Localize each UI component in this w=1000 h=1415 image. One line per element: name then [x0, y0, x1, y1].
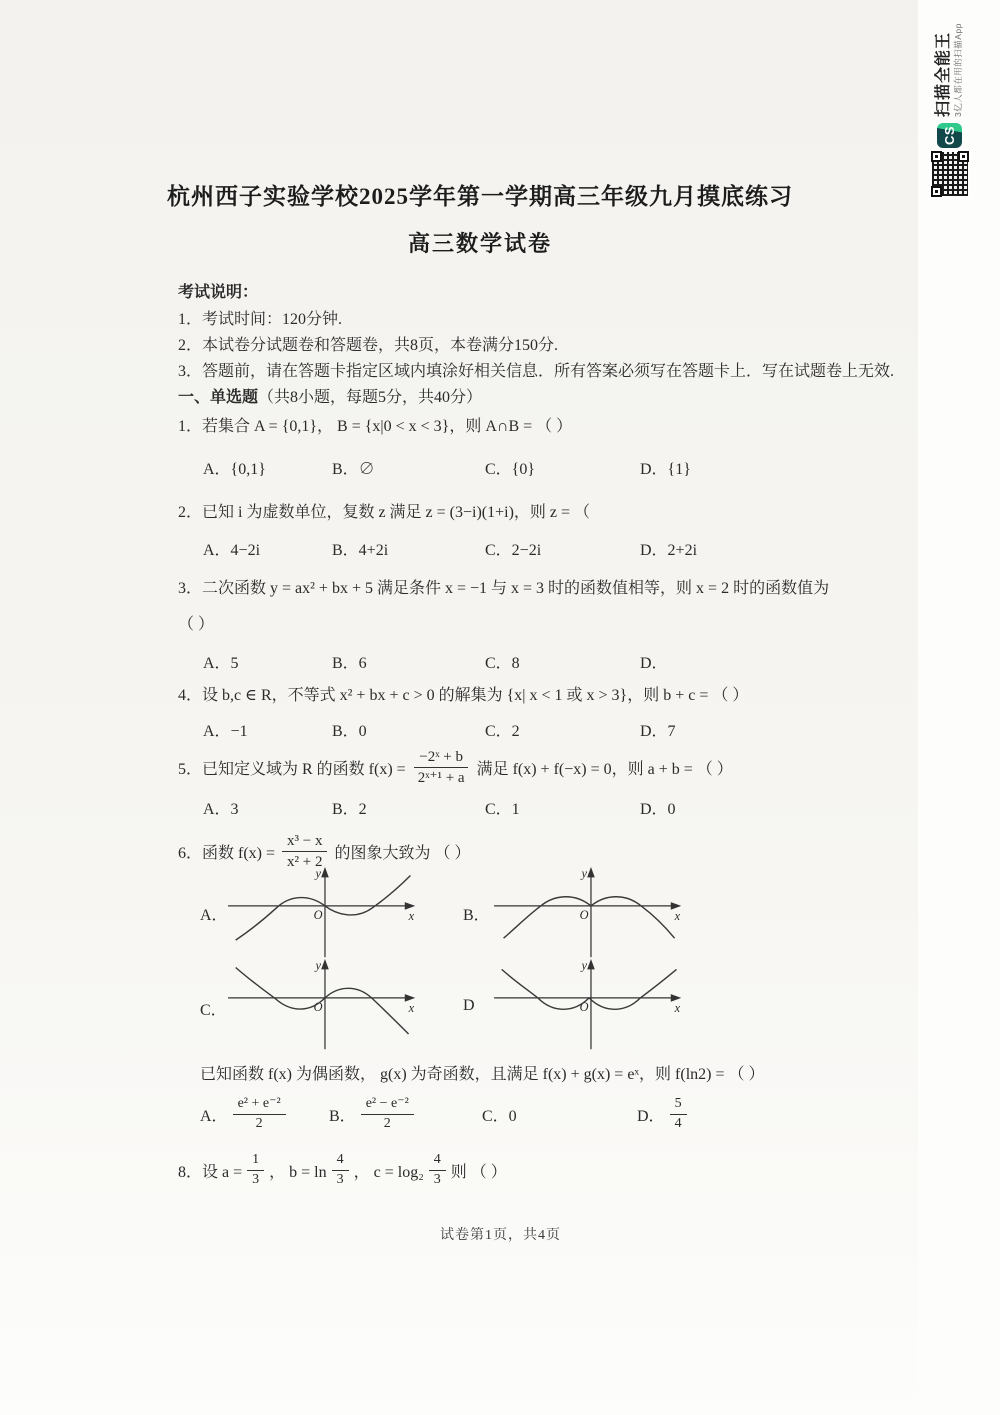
q7-option-d-label: D． — [637, 1107, 665, 1125]
q4-option-c: C．2 — [485, 723, 520, 740]
y-axis-arrow-icon — [587, 867, 595, 877]
x-axis-label: x — [408, 909, 415, 924]
question-5-options — [178, 796, 868, 819]
question-7-options — [178, 1096, 868, 1133]
q8-f3-numerator: 4 — [429, 1152, 446, 1171]
page-number-footer: 试卷第1页，共4页 — [440, 1228, 561, 1243]
q8-part-3: ， c = log₂ — [353, 1163, 424, 1181]
question-2-options — [178, 537, 868, 560]
q7-d-numerator: 5 — [670, 1096, 687, 1115]
q6-fraction-denominator: x² + 2 — [287, 853, 323, 870]
q8-part-1: 8．设 a = — [178, 1163, 243, 1181]
q8-fraction-3 — [429, 1152, 446, 1189]
notice-item-3: 3．答题前，请在答题卡指定区域内填涂好相关信息．所有答案必须写在答题卡上．写在试题卷上无效. — [178, 363, 895, 380]
q1-option-d: D．{1} — [640, 461, 691, 478]
q1-option-a: A．{0,1} — [203, 461, 266, 478]
q5-option-c: C．1 — [485, 801, 520, 818]
origin-label: O — [313, 908, 323, 923]
origin-label: O — [313, 1000, 323, 1015]
question-3-options — [178, 650, 868, 673]
q7-option-b-label: B． — [329, 1107, 356, 1125]
q7-option-d-fraction — [670, 1096, 687, 1133]
q8-f2-denominator: 3 — [336, 1171, 344, 1187]
x-axis-label: x — [674, 1001, 681, 1016]
q6-graph-c — [222, 958, 427, 1053]
camscanner-logo-icon: CS — [937, 123, 962, 148]
section-heading-title: 一、单选题 — [178, 389, 259, 406]
q3-option-a: A．5 — [203, 655, 239, 672]
q6-graph-c-label: C． — [200, 1002, 227, 1019]
q4-option-b: B．0 — [332, 723, 367, 740]
question-5-stem — [178, 744, 733, 790]
q5-fraction — [413, 748, 470, 787]
q8-f1-numerator: 1 — [247, 1152, 264, 1171]
notice-item-2: 2．本试卷分试题卷和答题卷，共8页，本卷满分150分. — [178, 337, 559, 354]
q2-option-d: D．2+2i — [640, 542, 698, 559]
q3-option-b: B．6 — [332, 655, 367, 672]
question-3-stem: 3．二次函数 y = ax² + bx + 5 满足条件 x = −1 与 x = 3 时的函数值相等，则 x = 2 时的函数值为 — [178, 580, 830, 597]
q6-graph-b-label: B． — [463, 907, 490, 924]
curve-a — [236, 876, 411, 941]
q4-option-a: A．−1 — [203, 723, 248, 740]
scan-margin-strip — [918, 0, 1000, 1415]
q6-stem-pre: 6．函数 f(x) = — [178, 844, 276, 862]
q5-stem-post: 满足 f(x) + f(−x) = 0，则 a + b = （ ） — [476, 760, 733, 778]
q7-a-numerator: e² + e⁻² — [233, 1096, 286, 1115]
y-axis-label: y — [315, 958, 321, 973]
qr-finder-bottom-left-icon — [931, 186, 942, 197]
section-heading — [178, 387, 482, 409]
q5-option-d: D．0 — [640, 801, 676, 818]
section-heading-meta: （共8小题，每题5分，共40分） — [258, 389, 483, 406]
page-subtitle: 高三数学试卷 — [407, 231, 552, 256]
q8-f3-denominator: 3 — [433, 1171, 441, 1187]
qr-finder-top-right-icon — [958, 151, 969, 162]
y-axis-arrow-icon — [321, 959, 329, 969]
q6-fraction-numerator: x³ − x — [282, 832, 327, 852]
q1-option-c: C．{0} — [485, 461, 536, 478]
q2-option-a: A．4−2i — [203, 542, 261, 559]
question-1-stem: 1．若集合 A = {0,1}， B = {x|0 < x < 3}，则 A∩B = （ ） — [178, 418, 573, 435]
x-axis-label: x — [408, 1001, 415, 1016]
question-2-stem: 2．已知 i 为虚数单位，复数 z 满足 z = (3−i)(1+i)，则 z = （ — [178, 504, 591, 521]
q7-d-denominator: 4 — [674, 1115, 682, 1131]
q6-graph-d — [488, 958, 693, 1053]
q8-f1-denominator: 3 — [252, 1171, 260, 1187]
origin-label: O — [579, 908, 589, 923]
q5-option-b: B．2 — [332, 801, 367, 818]
camscanner-app-name: 扫描全能王 — [934, 31, 952, 117]
q6-fraction — [282, 832, 327, 871]
question-7-stem: 已知函数 f(x) 为偶函数， g(x) 为奇函数，且满足 f(x) + g(x) = eˣ，则 f(ln2) = （ ） — [200, 1066, 765, 1083]
curve-b — [504, 897, 675, 938]
question-4-options — [178, 718, 868, 741]
q7-option-a — [200, 1096, 329, 1133]
q6-stem-post: 的图象大致为 （ ） — [334, 844, 471, 862]
x-axis-label: x — [674, 909, 681, 924]
curve-d — [502, 969, 677, 1009]
q3-option-c: C．8 — [485, 655, 520, 672]
q7-b-numerator: e² − e⁻² — [361, 1096, 414, 1115]
q4-option-d: D．7 — [640, 723, 676, 740]
camscanner-texts — [935, 23, 964, 117]
q7-option-d — [637, 1096, 868, 1133]
q6-graph-d-label: D — [463, 997, 475, 1014]
qr-code — [929, 149, 971, 199]
q5-option-a: A．3 — [203, 801, 239, 818]
y-axis-arrow-icon — [321, 867, 329, 877]
q6-graph-b — [488, 866, 693, 961]
q7-a-denominator: 2 — [255, 1115, 263, 1131]
y-axis-label: y — [581, 958, 587, 973]
q8-part-4: 则 （ ） — [450, 1163, 507, 1181]
q8-f2-numerator: 4 — [332, 1152, 349, 1171]
q6-graph-a-label: A． — [200, 907, 228, 924]
question-8-stem — [178, 1146, 507, 1194]
q8-part-2: ， b = ln — [269, 1163, 327, 1181]
q5-fraction-numerator: −2ˣ + b — [414, 748, 468, 768]
notice-item-1: 1．考试时间：120分钟. — [178, 311, 343, 328]
q7-b-denominator: 2 — [383, 1115, 391, 1131]
y-axis-label: y — [581, 866, 587, 881]
curve-c — [236, 968, 409, 1035]
question-1-options — [178, 456, 868, 479]
q7-option-c: C．0 — [482, 1107, 517, 1125]
question-4-stem: 4．设 b,c ∈ R，不等式 x² + bx + c > 0 的解集为 {x| x < 1 或 x > 3}，则 b + c = （ ） — [178, 687, 749, 704]
q7-option-a-label: A． — [200, 1107, 228, 1125]
qr-finder-top-left-icon — [931, 151, 942, 162]
q5-stem-pre: 5．已知定义域为 R 的函数 f(x) = — [178, 760, 406, 778]
question-3-answer-paren: （ ） — [178, 616, 215, 633]
q7-option-b-fraction — [361, 1096, 414, 1133]
q2-option-c: C．2−2i — [485, 542, 542, 559]
y-axis-arrow-icon — [587, 959, 595, 969]
q8-fraction-2 — [332, 1152, 349, 1189]
notice-heading: 考试说明： — [178, 284, 259, 301]
q7-option-b — [329, 1096, 482, 1133]
q7-option-a-fraction — [233, 1096, 286, 1133]
q1-option-b: B．∅ — [332, 461, 375, 478]
y-axis-label: y — [315, 866, 321, 881]
page-title: 杭州西子实验学校2025学年第一学期高三年级九月摸底练习 — [167, 184, 793, 209]
q3-option-d: D． — [640, 655, 668, 672]
camscanner-watermark — [931, 18, 967, 148]
q8-fraction-1 — [247, 1152, 264, 1189]
q5-fraction-denominator: 2ˣ⁺¹ + a — [417, 769, 465, 786]
camscanner-tagline: 3亿人都在用的扫描App — [953, 23, 964, 117]
origin-label: O — [579, 1000, 589, 1015]
q6-graph-a — [222, 866, 427, 961]
q2-option-b: B．4+2i — [332, 542, 389, 559]
